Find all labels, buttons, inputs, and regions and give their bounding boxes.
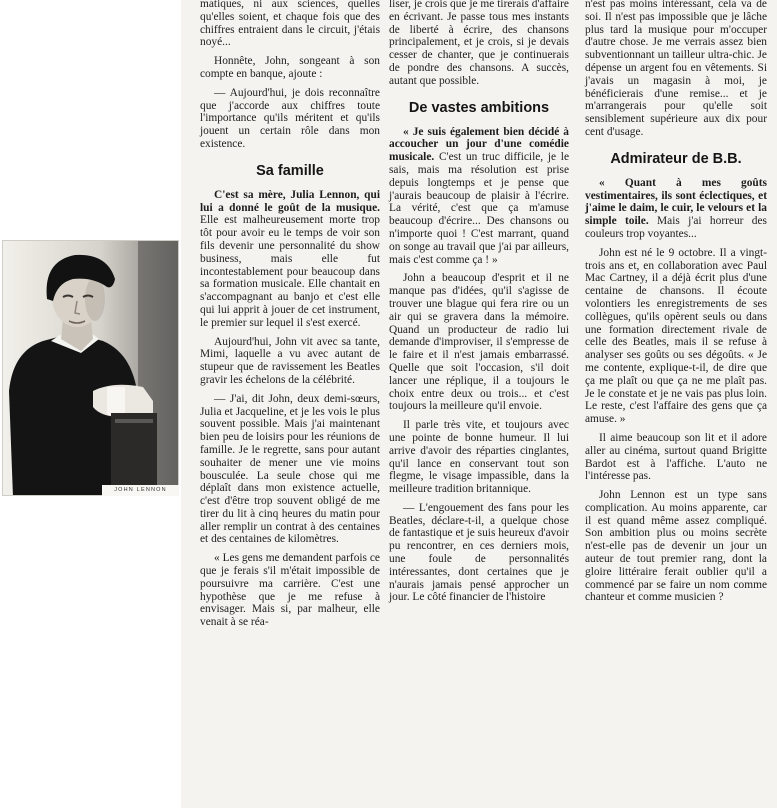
paragraph-text: Il parle très vite, et toujours avec une pointe de bonne humeur. Il lui arrive d'avoir des réparties cinglantes, qu'il lance en conservant tout son flegme, le visage impassible, dans la meilleure tradition britannique. [389, 419, 569, 496]
left-margin [0, 0, 181, 808]
paragraph-text: C'est un truc difficile, je le sais, mais ma résolution est prise depuis longtemps et je pense que j'aurais beaucoup de plaisir à l'écrire. La vérité, c'est que ça m'amuse beaucoup d'écrire... Des chansons ou n'importe quoi ! C'est marrant, quand on songe au travail que j'ai par ailleurs, mais c'est comme ça ! » [389, 151, 569, 266]
paragraph [389, 502, 569, 604]
paragraph [585, 489, 767, 604]
paragraph-text: n'est pas moins intéressant, cela va de soi. Il n'est pas impossible que je lâche plus tard la musique pour m'occuper d'autre chose. Je me verrais assez bien subventionnant un tailleur ultra-chic. Je dépense un argent fou en vêtements. Si j'avais un magasin à moi, je bénéficierais d'une remise... et je m'arrangerais pour qu'elle soit sensiblement supérieure aux dix pour cent d'usage. [585, 0, 767, 138]
paragraph-text: John est né le 9 octobre. Il a vingt-trois ans et, en collaboration avec Paul Mac Cartney, il a déjà écrit plus d'une centaine de chansons. Il écoute volontiers les enregistrements de ses collègues, qu'ils opèrent seuls ou dans une formation directement rivale de celle des Beatles, mais il se refuse à analyser ses goûts ou ses dégoûts. « Je me contente, explique-t-il, de dire que ça me plaît ou que ça ne me plaît pas. Je le constate et je ne vais pas plus loin. Le reste, c'est l'affaire des gens que ça amuse. » [585, 246, 767, 426]
paragraph [389, 272, 569, 413]
section-heading: Sa famille [256, 162, 324, 179]
paragraph-text: Elle est malheureusement morte trop tôt pour avoir eu le temps de voir son fils devenir une personnalité du show business, mais elle fut incontestablement pour beaucoup dans sa formation musicale. Elle chantait en s'accompagnant au banjo et c'est elle qui lui apprit à jouer de cet instrument, le premier sur lequel il s'est exercé. [200, 214, 380, 329]
paragraph [389, 0, 569, 88]
paragraph-text: — L'engouement des fans pour les Beatles, déclare-t-il, a quelque chose de fantastique et je suis heureux d'avoir pu rencontrer, en ces derniers mois, une foule de personnalités intéressantes, dont certaines que je n'aurais jamais pensé approcher un jour. Le côté financier de l'histoire [389, 501, 569, 604]
paragraph-text: liser, je crois que je me tirerais d'affaire en écrivant. Je passe tous mes instants de liberté à écrire, des chansons principalement, et je crois, si je devais cesser de chanter, que je continuerais de pondre des chansons. A succès, autant que possible. [389, 0, 569, 87]
photo-caption: JOHN LENNON [102, 485, 179, 496]
paragraph-text: « Les gens me demandent parfois ce que je ferais s'il m'était impossible de poursuivre ma carrière. C'est une hypothèse que je me refuse à envisager. Mais si, par malheur, elle venait à se réa- [200, 552, 380, 629]
paragraph [200, 393, 380, 547]
paragraph-text: — Aujourd'hui, je dois reconnaître que j'accorde aux chiffres toute l'importance qu'ils méritent et qu'ils jouent un certain rôle dans mon existence. [200, 86, 380, 150]
photo [2, 240, 179, 496]
lead-in-bold: « Quant à mes goûts vestimentaires, ils sont éclectiques, et j'aime le daim, le cuir, le velours et la simple toile. [585, 176, 767, 228]
section-heading: De vastes ambitions [408, 99, 550, 116]
paragraph-text: matiques, ni aux sciences, quelles qu'elles soient, et chaque fois que des chiffres entraient dans le circuit, j'étais noyé... [200, 0, 380, 49]
column-3 [585, 0, 767, 610]
section-heading: Admirateur de B.B. [610, 150, 742, 167]
lead-in-bold: « Je suis également bien décidé à accoucher un jour d'une comédie musicale. [389, 125, 569, 164]
paragraph-text: Mais j'ai horreur des couleurs trop voyantes... [585, 215, 767, 240]
paragraph-text: John Lennon est un type sans complication. Au moins apparente, car il est quand même assez compliqué. Son ambition plus ou moins secrète n'est-elle pas de devenir un jour un auteur de tout premier rang, dont la gloire littéraire ferait oublier qu'il a commencé par se faire un nom comme chanteur et comme musicien ? [585, 489, 767, 604]
paragraph-text: Aujourd'hui, John vit avec sa tante, Mimi, laquelle a vu avec autant de stupeur que de ravissement les Beatles gravir les échelons de la célébrité. [200, 335, 380, 386]
paragraph [200, 87, 380, 151]
paragraph-text: Il aime beaucoup son lit et il adore aller au cinéma, surtout quand Brigitte Bardot est à l'affiche. L'auto ne l'intéresse pas. [585, 431, 767, 483]
portrait-image [3, 241, 179, 496]
paragraph [585, 177, 767, 241]
paragraph-text: John a beaucoup d'esprit et il ne manque pas d'idées, qu'il s'agisse de trouver une blague qui fera rire ou un air qui se gravera dans la mémoire. Quand un producteur de radio lui demande d'improviser, il s'empresse de le faire et il n'est jamais embarrassé. Quelle que soit l'occasion, s'il doit lancer une réplique, il a toujours le choix entre deux ou trois... et c'est toujours la meilleure qu'il envoie. [389, 272, 569, 413]
paragraph [200, 552, 380, 629]
paragraph [200, 189, 380, 330]
paragraph [389, 419, 569, 496]
paragraph-text: — J'ai, dit John, deux demi-sœurs, Julia et Jacqueline, et je les vois le plus souvent possible. Mais j'ai maintenant bien peu de loisirs pour les réunions de famille. Je le regrette, sans pour autant souhaiter de mener une vie moins bousculée. La seule chose qui me déplaît dans mon existence actuelle, c'est d'être trop souvent obligé de me tirer du lit à cinq heures du matin pour aller remplir un contrat à des centaines et des centaines de kilomètres. [200, 392, 380, 546]
column-2 [389, 0, 569, 610]
article-page [181, 0, 777, 808]
paragraph [200, 55, 380, 81]
paragraph [389, 126, 569, 267]
paragraph [200, 336, 380, 387]
paragraph [585, 0, 767, 139]
paragraph [585, 247, 767, 426]
paragraph [585, 432, 767, 483]
lead-in-bold: C'est sa mère, Julia Lennon, qui lui a donné le goût de la musique. [200, 188, 380, 214]
paragraph-text: Honnête, John, songeant à son compte en banque, ajoute : [200, 55, 380, 80]
paragraph [200, 0, 380, 49]
column-1 [200, 0, 380, 635]
